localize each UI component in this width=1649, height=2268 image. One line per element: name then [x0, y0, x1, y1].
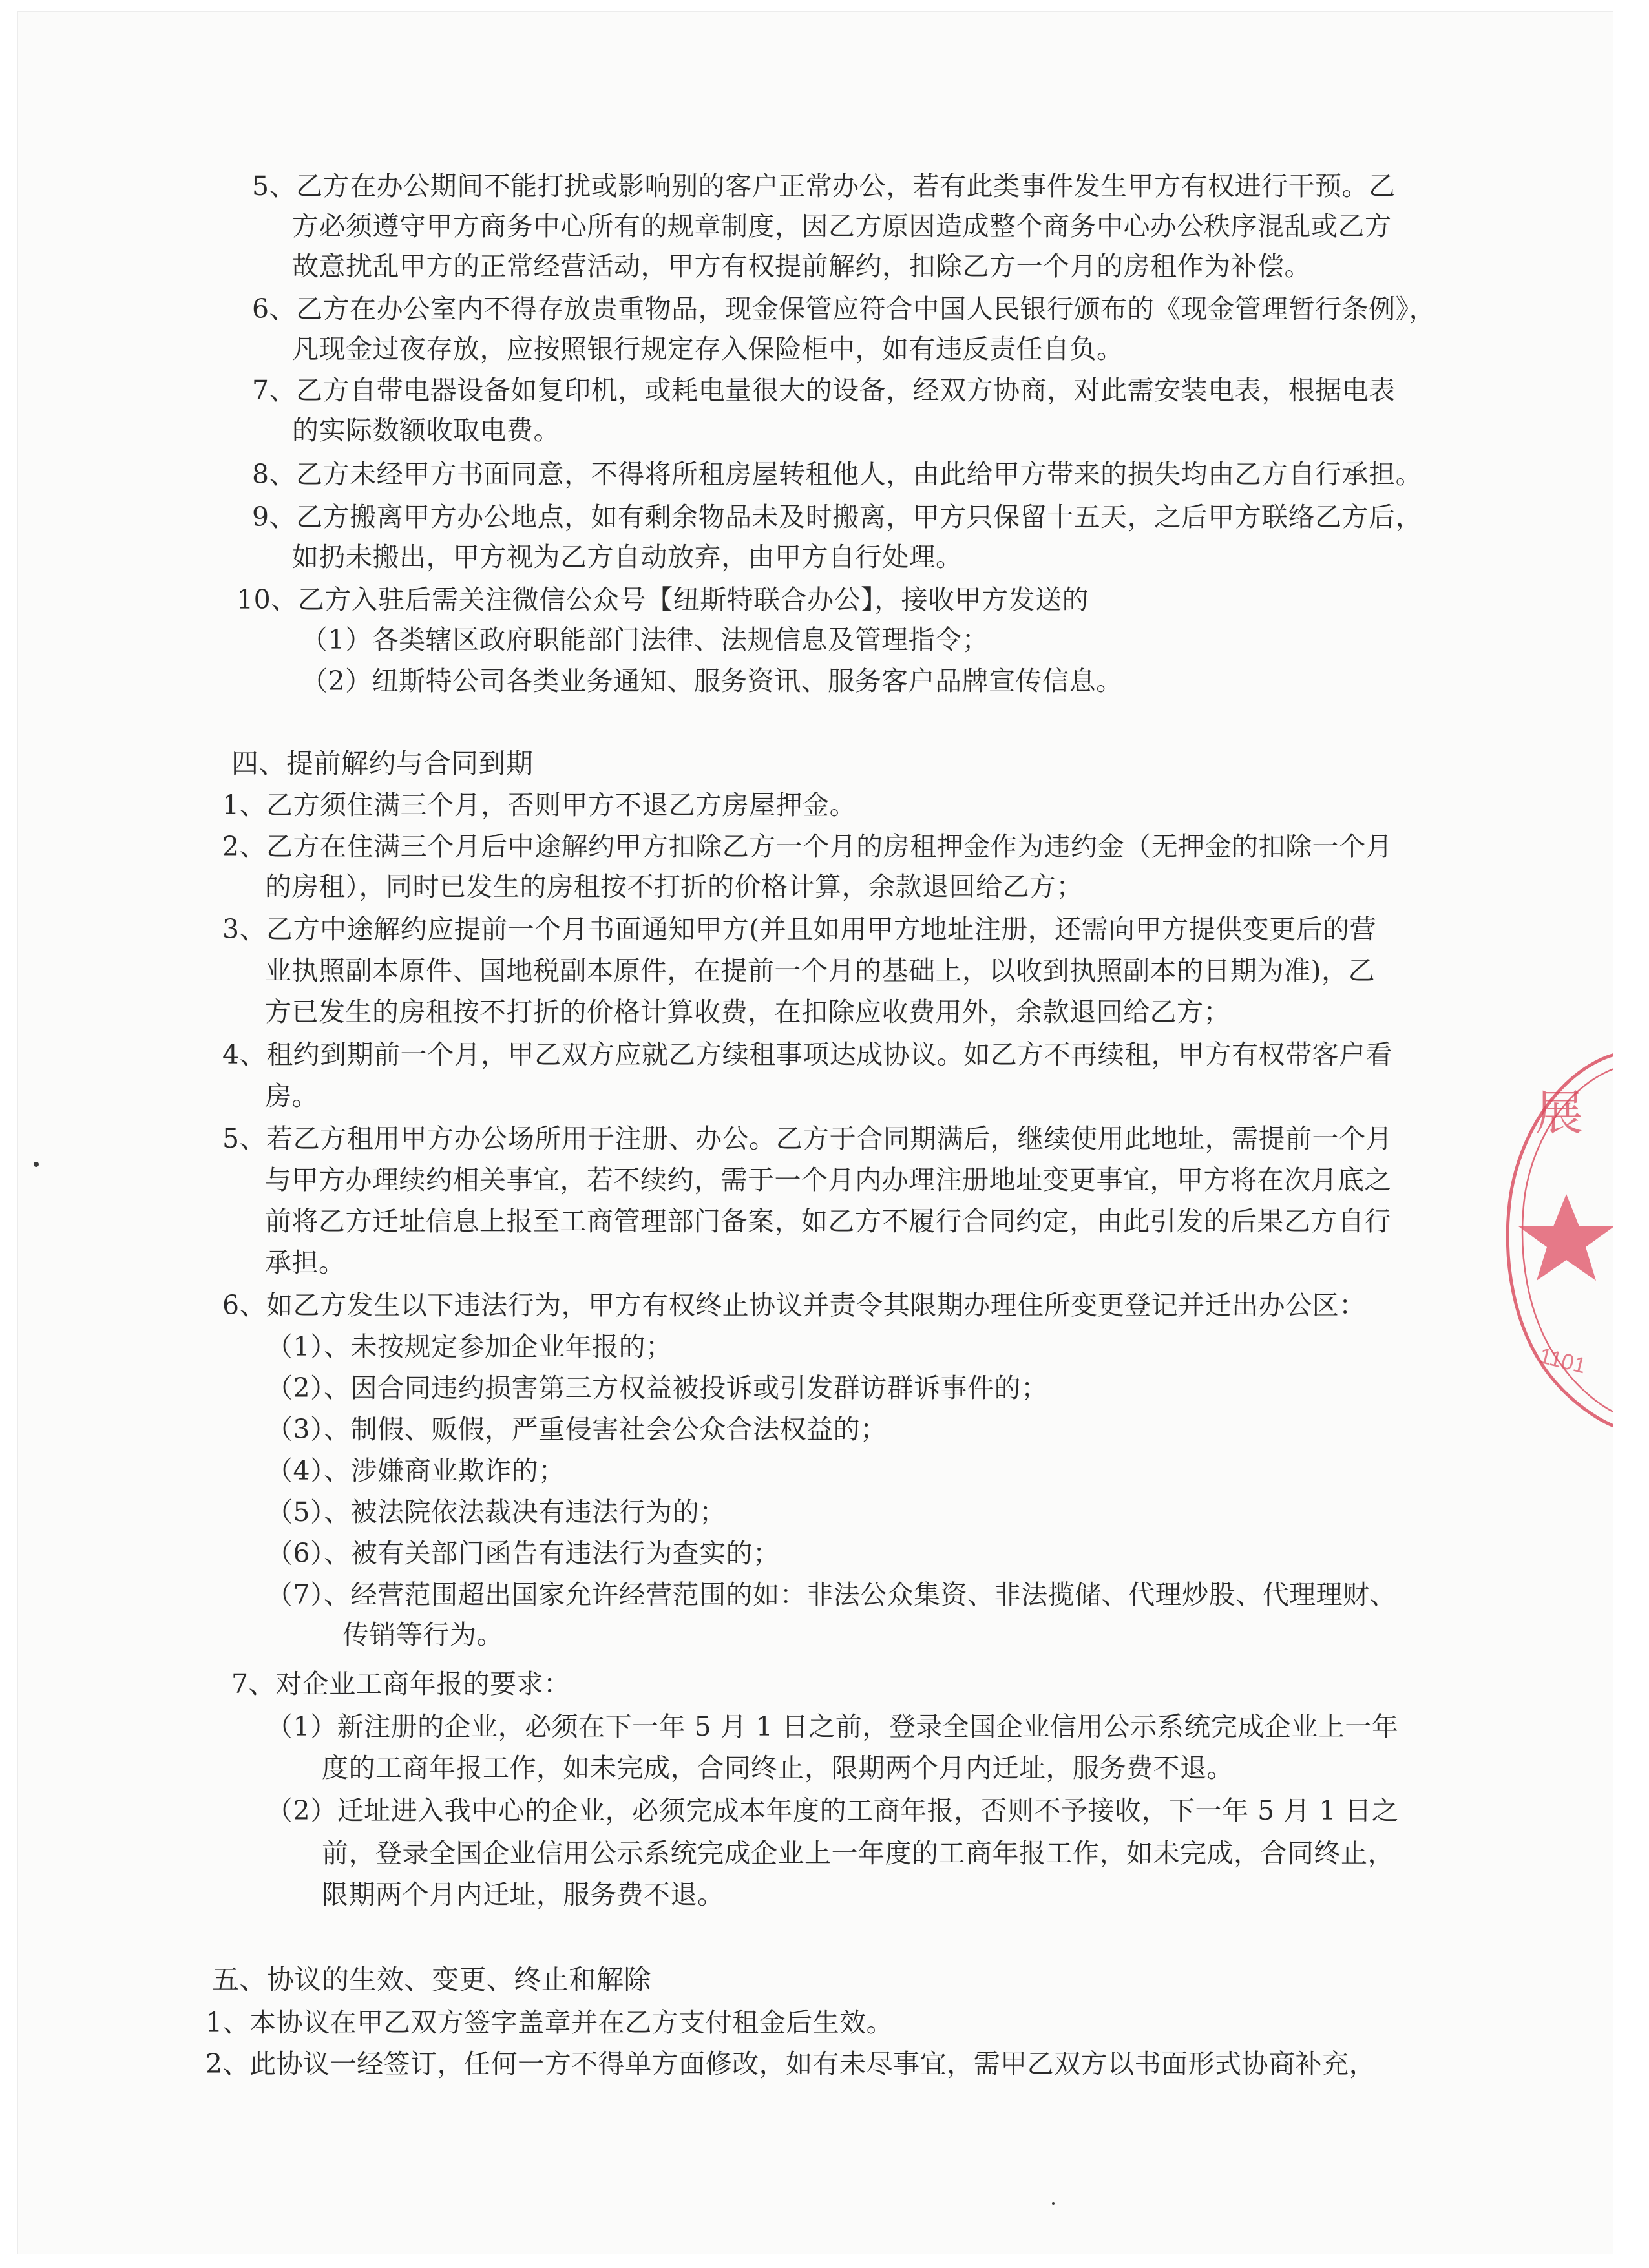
s4-item2-line1: 2、乙方在住满三个月后中途解约甲方扣除乙方一个月的房租押金作为违约金（无押金的扣除一个月: [222, 831, 1393, 862]
document-page: [18, 12, 1613, 2254]
s4-item6-sub2: （2）、因合同违约损害第三方权益被投诉或引发群访群诉事件的；: [266, 1372, 1048, 1403]
s3-item5-line2: 方必须遵守甲方商务中心所有的规章制度，因乙方原因造成整个商务中心办公秩序混乱或乙方: [292, 211, 1392, 242]
s4-item5-line3: 前将乙方迁址信息上报至工商管理部门备案，如乙方不履行合同约定，由此引发的后果乙方自行: [265, 1206, 1391, 1237]
s4-item6-sub6: （6）、被有关部门函告有违法行为查实的；: [266, 1538, 780, 1569]
s5-heading: 五、协议的生效、变更、终止和解除: [212, 1964, 652, 1995]
seal-star-icon: [1518, 1194, 1613, 1281]
s4-item6-sub5: （5）、被法院依法裁决有违法行为的；: [266, 1496, 726, 1528]
s3-item10-sub1: （1）各类辖区政府职能部门法律、法规信息及管理指令；: [301, 624, 989, 655]
s4-item5-line2: 与甲方办理续约相关事宜，若不续约，需于一个月内办理注册地址变更事宜，甲方将在次月底之: [265, 1164, 1391, 1195]
s4-item6-sub7-cont: 传销等行为。: [342, 1619, 503, 1650]
s4-item6-sub1: （1）、未按规定参加企业年报的；: [266, 1331, 673, 1362]
s3-item7-line1: 7、乙方自带电器设备如复印机，或耗电量很大的设备，经双方协商，对此需安装电表，根据电表: [252, 375, 1396, 406]
s3-item8-line1: 8、乙方未经甲方书面同意，不得将所租房屋转租他人，由此给甲方带来的损失均由乙方自行承担。: [252, 459, 1423, 490]
s3-item10-sub2: （2）纽斯特公司各类业务通知、服务资讯、服务客户品牌宣传信息。: [301, 666, 1123, 697]
company-seal-stamp: [1498, 1039, 1613, 1440]
s4-item1-line1: 1、乙方须住满三个月，否则甲方不退乙方房屋押金。: [222, 790, 857, 821]
s4-item7-sub2: （2）迁址进入我中心的企业，必须完成本年度的工商年报，否则不予接收，下一年 5 月 1 日之: [266, 1795, 1399, 1826]
s4-item6-sub3: （3）、制假、贩假，严重侵害社会公众合法权益的；: [266, 1414, 887, 1445]
s3-item10-line1: 10、乙方入驻后需关注微信公众号【纽斯特联合办公】，接收甲方发送的: [236, 584, 1089, 615]
s4-item7-sub2-cont2: 限期两个月内迁址，服务费不退。: [322, 1879, 724, 1910]
s4-item3-line3: 方已发生的房租按不打折的价格计算收费，在扣除应收费用外，余款退回给乙方；: [265, 996, 1230, 1027]
s4-heading: 四、提前解约与合同到期: [231, 748, 534, 779]
s4-item4-line2: 房。: [265, 1080, 319, 1111]
s4-item2-line2: 的房租），同时已发生的房租按不打折的价格计算，余款退回给乙方；: [265, 871, 1083, 902]
s4-item6-sub7: （7）、经营范围超出国家允许经营范围的如：非法公众集资、非法揽储、代理炒股、代理理财、: [266, 1579, 1397, 1610]
s4-item7-sub1: （1）新注册的企业，必须在下一年 5 月 1 日之前，登录全国企业信用公示系统完成企业上一年: [266, 1711, 1399, 1742]
s4-item7-sub1-cont: 度的工商年报工作，如未完成，合同终止，限期两个月内迁址，服务费不退。: [322, 1752, 1234, 1783]
s5-item1-line1: 1、本协议在甲乙双方签字盖章并在乙方支付租金后生效。: [205, 2007, 894, 2038]
stamp-digits: 1101: [1537, 1343, 1589, 1379]
s4-item3-line1: 3、乙方中途解约应提前一个月书面通知甲方(并且如用甲方地址注册，还需向甲方提供变更后的营: [222, 914, 1377, 945]
s4-item6-line1: 6、如乙方发生以下违法行为，甲方有权终止协议并责令其限期办理住所变更登记并迁出办公区：: [222, 1290, 1366, 1321]
s3-item7-line2: 的实际数额收取电费。: [292, 415, 560, 446]
s4-item4-line1: 4、租约到期前一个月，甲乙双方应就乙方续租事项达成协议。如乙方不再续租，甲方有权带客户看: [222, 1039, 1393, 1070]
scan-speck: [34, 1162, 39, 1167]
s3-item9-line1: 9、乙方搬离甲方办公地点，如有剩余物品未及时搬离，甲方只保留十五天，之后甲方联络乙方后，: [252, 501, 1423, 532]
stamp-character: 展: [1535, 1087, 1583, 1140]
s4-item7-line1: 7、对企业工商年报的要求：: [231, 1668, 571, 1699]
s3-item9-line2: 如扔未搬出，甲方视为乙方自动放弃，由甲方自行处理。: [292, 541, 963, 572]
s3-item5-line1: 5、乙方在办公期间不能打扰或影响别的客户正常办公，若有此类事件发生甲方有权进行干预。乙: [252, 171, 1396, 202]
s4-item3-line2: 业执照副本原件、国地税副本原件，在提前一个月的基础上，以收到执照副本的日期为准)，乙: [265, 955, 1375, 986]
s3-item6-line2: 凡现金过夜存放，应按照银行规定存入保险柜中，如有违反责任自负。: [292, 333, 1124, 364]
s5-item2-line1: 2、此协议一经签订，任何一方不得单方面修改，如有未尽事宜，需甲乙双方以书面形式协商补充，: [205, 2048, 1376, 2079]
s3-item6-line1: 6、乙方在办公室内不得存放贵重物品，现金保管应符合中国人民银行颁布的《现金管理暂行条例》，: [252, 293, 1436, 324]
s4-item7-sub2-cont1: 前，登录全国企业信用公示系统完成企业上一年度的工商年报工作，如未完成，合同终止，: [322, 1838, 1394, 1869]
scan-speck: [1052, 2202, 1055, 2205]
s4-item6-sub4: （4）、涉嫌商业欺诈的；: [266, 1455, 565, 1486]
s3-item5-line3: 故意扰乱甲方的正常经营活动，甲方有权提前解约，扣除乙方一个月的房租作为补偿。: [292, 251, 1311, 282]
s4-item5-line4: 承担。: [265, 1247, 346, 1278]
s4-item5-line1: 5、若乙方租用甲方办公场所用于注册、办公。乙方于合同期满后，继续使用此地址，需提前一个月: [222, 1123, 1393, 1154]
